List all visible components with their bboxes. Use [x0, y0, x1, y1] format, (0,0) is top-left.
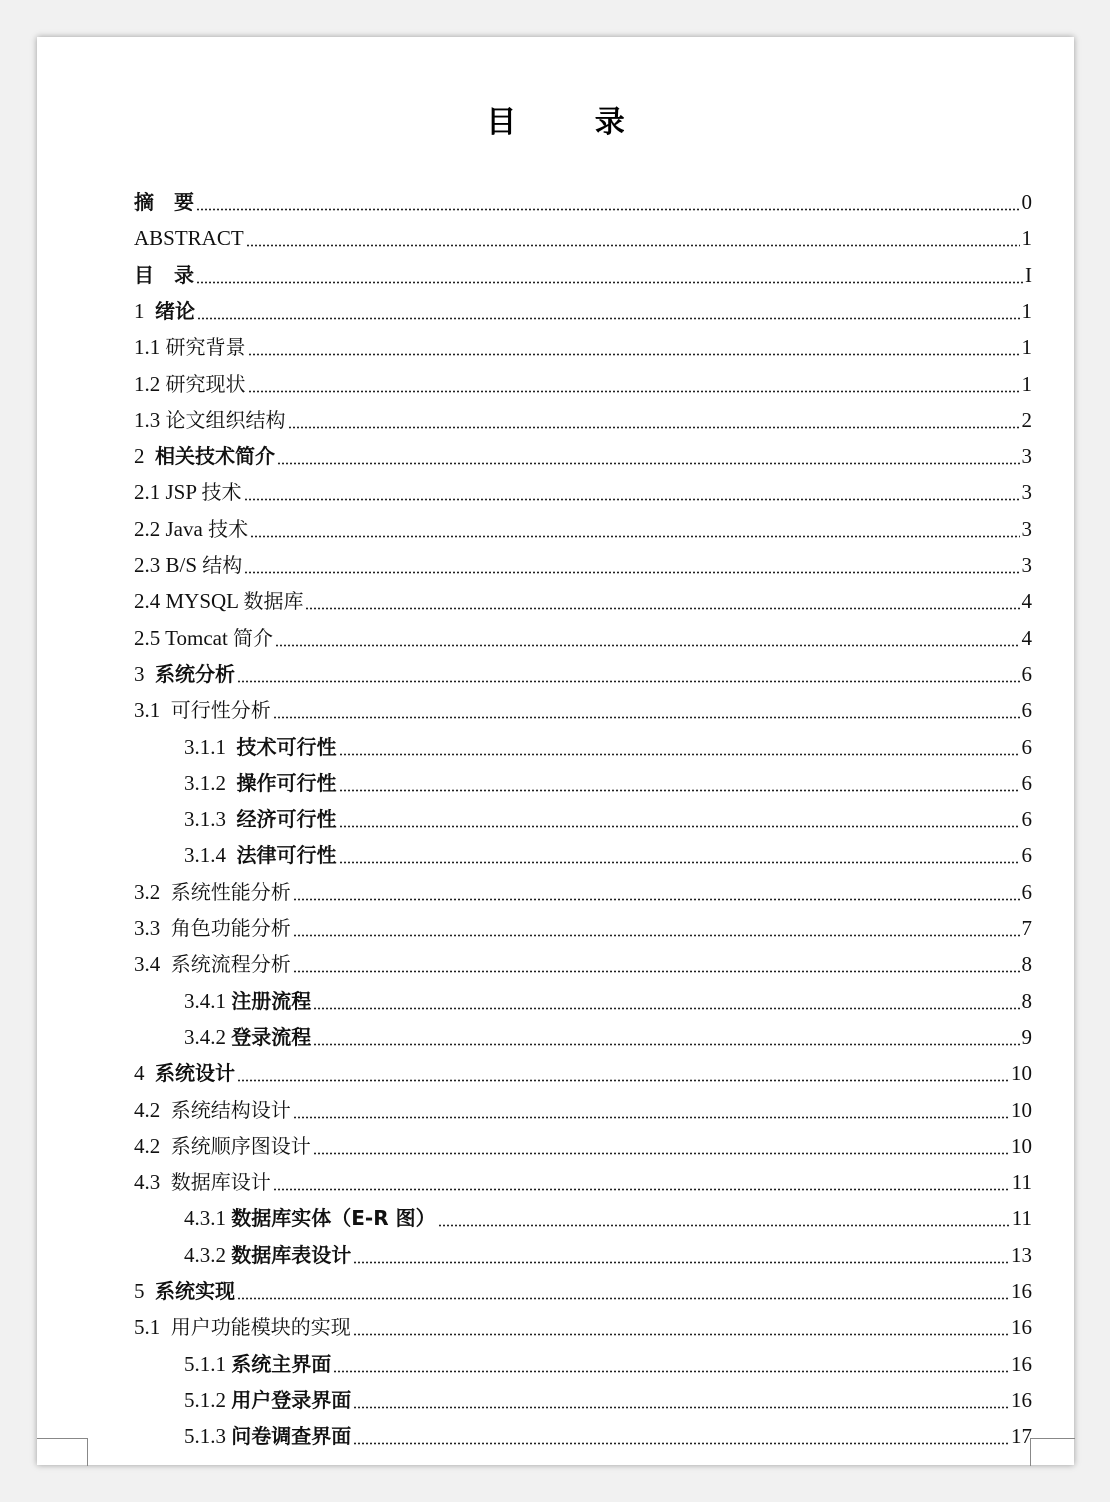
toc-dot-leader — [305, 588, 1019, 610]
toc-dot-leader — [196, 262, 1023, 284]
toc-entry-label — [184, 1205, 436, 1231]
toc-entry[interactable] — [134, 1056, 1032, 1086]
toc-dot-leader — [237, 661, 1020, 683]
toc-dot-leader — [273, 1169, 1010, 1191]
toc-entry[interactable] — [134, 294, 1032, 324]
toc-entry[interactable] — [134, 1129, 1032, 1159]
toc-entry-label — [184, 806, 337, 832]
toc-entry-text: 研究背景 — [165, 335, 246, 360]
toc-entry-text: 摘 要 — [134, 190, 194, 214]
toc-entry[interactable] — [134, 185, 1032, 215]
toc-entry-label — [134, 262, 194, 288]
toc-entry-label — [184, 1387, 351, 1413]
toc-dot-leader — [237, 1278, 1009, 1300]
toc-entry-label — [134, 588, 303, 614]
toc-entry-label — [184, 770, 337, 796]
toc-page-number: 3 — [1021, 516, 1032, 541]
toc-entry[interactable] — [134, 947, 1032, 977]
toc-entry-text: 数据库实体（E-R 图） — [231, 1206, 436, 1231]
toc-entry-text: 系统顺序图设计 — [170, 1133, 311, 1158]
toc-entry-number: 3.4 — [134, 952, 171, 977]
toc-entry-number: 1.1 — [134, 335, 166, 360]
toc-entry-text: 经济可行性 — [236, 807, 337, 832]
toc-entry-text: 登录流程 — [231, 1024, 312, 1049]
toc-entry-number: 1.3 — [134, 407, 166, 432]
toc-entry-number: 4.3.2 — [184, 1242, 232, 1267]
toc-page-number: 16 — [1011, 1387, 1032, 1412]
toc-entry-number: 2.2 Java — [134, 516, 209, 541]
toc-entry-text: 数据库 — [243, 589, 304, 614]
toc-page-number: 11 — [1011, 1206, 1032, 1231]
toc-page-number: 16 — [1011, 1315, 1032, 1340]
toc-entry-text: 系统性能分析 — [170, 879, 291, 904]
toc-entry-number: 2.1 JSP — [134, 480, 202, 505]
toc-entry-number: 3.1.1 — [184, 734, 237, 759]
toc-entry-number: 5 — [134, 1279, 155, 1303]
toc-page-number: 4 — [1021, 625, 1032, 650]
toc-dot-leader — [313, 1133, 1009, 1155]
toc-entry[interactable] — [184, 802, 1032, 832]
toc-entry-label — [184, 1242, 351, 1268]
toc-page-number: 0 — [1021, 190, 1032, 214]
toc-page-number: 3 — [1021, 480, 1032, 505]
toc-entry-label — [134, 1133, 311, 1159]
toc-page-number: 1 — [1021, 226, 1032, 251]
toc-entry-text: 绪论 — [155, 298, 195, 323]
toc-page-number: 16 — [1011, 1351, 1032, 1376]
toc-entry[interactable] — [134, 584, 1032, 614]
toc-page-number: 1 — [1021, 371, 1032, 396]
toc-entry-number: 5.1 — [134, 1315, 171, 1340]
toc-entry-number: 1.2 — [134, 371, 166, 396]
toc-entry[interactable] — [134, 475, 1032, 505]
toc-entry-number: 5.1.2 — [184, 1387, 232, 1412]
toc-entry-label — [134, 879, 291, 905]
toc-entry[interactable] — [184, 1347, 1032, 1377]
toc-entry-number: 3.4.1 — [184, 988, 232, 1013]
toc-dot-leader — [246, 225, 1020, 247]
toc-entry-number: 4.2 — [134, 1133, 171, 1158]
toc-entry[interactable] — [134, 367, 1032, 397]
toc-dot-leader — [293, 915, 1020, 937]
toc-entry[interactable] — [134, 693, 1032, 723]
toc-page-number: 6 — [1021, 807, 1032, 832]
toc-dot-leader — [353, 1314, 1009, 1336]
toc-entry-text: 结构 — [202, 553, 243, 577]
toc-dot-leader — [293, 879, 1020, 901]
toc-entry[interactable] — [184, 1383, 1032, 1413]
toc-page-number: 6 — [1021, 770, 1032, 795]
toc-entry-number: 3.1 — [134, 698, 171, 723]
toc-dot-leader — [339, 806, 1020, 828]
toc-entry[interactable] — [134, 403, 1032, 433]
toc-page-number: 10 — [1011, 1061, 1032, 1086]
toc-entry-label — [134, 915, 291, 941]
toc-entry-label — [134, 479, 242, 505]
crop-mark-bottom-left — [37, 1438, 88, 1466]
toc-dot-leader — [313, 988, 1019, 1010]
toc-entry-label — [184, 988, 311, 1014]
toc-page-number: 17 — [1011, 1424, 1032, 1449]
toc-entry-label — [184, 1423, 351, 1449]
toc-page-number: 16 — [1011, 1279, 1032, 1303]
toc-entry-number: 1 — [134, 298, 155, 323]
toc-entry-text: 系统主界面 — [231, 1351, 332, 1376]
toc-entry-number: 3.2 — [134, 879, 171, 904]
toc-entry-text: 法律可行性 — [236, 843, 337, 868]
toc-entry-number: 5.1.1 — [184, 1351, 232, 1376]
toc-dot-leader — [339, 842, 1020, 864]
toc-entry-text: 技术 — [201, 480, 242, 505]
toc-page-number: 11 — [1011, 1170, 1032, 1195]
toc-dot-leader — [277, 443, 1020, 465]
toc-dot-leader — [248, 371, 1020, 393]
toc-entry[interactable] — [134, 1165, 1032, 1195]
toc-dot-leader — [333, 1351, 1009, 1373]
toc-entry[interactable] — [184, 730, 1032, 760]
toc-page-number: 6 — [1021, 734, 1032, 759]
toc-entry-text: 注册流程 — [231, 988, 312, 1013]
toc-entry-number: 4.3 — [134, 1170, 171, 1195]
toc-entry-text: 目 录 — [134, 262, 194, 287]
toc-entry[interactable] — [184, 1201, 1032, 1231]
toc-entry-number: ABSTRACT — [134, 226, 244, 251]
toc-dot-leader — [353, 1242, 1009, 1264]
toc-entry[interactable] — [134, 439, 1032, 469]
toc-page-number: 3 — [1021, 553, 1032, 577]
toc-entry[interactable] — [134, 221, 1032, 251]
toc-page-number: 13 — [1011, 1242, 1032, 1267]
toc-dot-leader — [244, 552, 1019, 574]
toc-entry-text: 研究现状 — [165, 371, 246, 396]
toc-entry-number: 3.4.2 — [184, 1024, 232, 1049]
toc-entry-number: 4.2 — [134, 1097, 171, 1122]
toc-entry-label — [134, 371, 246, 397]
toc-entry-label — [134, 443, 275, 469]
toc-dot-leader — [293, 1097, 1009, 1119]
toc-entry-text: 技术可行性 — [236, 734, 337, 759]
toc-entry-number: 3.1.4 — [184, 843, 237, 868]
toc-entry-text: 用户功能模块的实现 — [170, 1315, 351, 1340]
toc-entry-label — [134, 1097, 291, 1123]
toc-dot-leader — [339, 734, 1020, 756]
toc-entry[interactable] — [184, 984, 1032, 1014]
toc-entry[interactable] — [134, 258, 1032, 288]
toc-dot-leader — [353, 1387, 1009, 1409]
toc-entry-text: 用户登录界面 — [231, 1387, 352, 1412]
toc-entry-label — [134, 951, 291, 977]
toc-entry-label — [134, 1169, 271, 1195]
toc-dot-leader — [273, 697, 1020, 719]
toc-page-number: 7 — [1021, 916, 1032, 940]
toc-entry-number: 3 — [134, 661, 155, 686]
toc-page-number: 9 — [1021, 1024, 1032, 1049]
toc-dot-leader — [244, 479, 1020, 501]
toc-page-number: 4 — [1021, 589, 1032, 614]
toc-dot-leader — [196, 189, 1020, 211]
toc-entry-text: 问卷调查界面 — [231, 1424, 352, 1449]
crop-mark-bottom-right — [1030, 1438, 1081, 1466]
toc-entry-label — [184, 1024, 311, 1050]
toc-entry-number: 2.3 B/S — [134, 553, 203, 577]
toc-entry[interactable] — [134, 875, 1032, 905]
toc-entry-label — [134, 625, 273, 651]
toc-dot-leader — [339, 770, 1020, 792]
toc-entry[interactable] — [134, 657, 1032, 687]
toc-entry-text: 角色功能分析 — [170, 916, 291, 940]
toc-dot-leader — [293, 951, 1020, 973]
toc-entry-number: 4.3.1 — [184, 1206, 232, 1231]
toc-entry-label — [134, 407, 286, 433]
toc-entry-text: 论文组织结构 — [165, 407, 286, 432]
toc-entry-label — [184, 734, 337, 760]
toc-entry[interactable] — [134, 512, 1032, 542]
toc-entry-label — [134, 298, 195, 324]
toc-entry-number: 2.5 Tomcat — [134, 625, 234, 650]
toc-entry-label — [134, 516, 248, 542]
toc-entry[interactable] — [134, 621, 1032, 651]
toc-page-number: 6 — [1021, 843, 1032, 868]
toc-entry-label — [134, 552, 242, 578]
page-title: 目 录 — [486, 105, 659, 140]
toc-entry-text: 系统实现 — [155, 1279, 235, 1303]
toc-entry-label — [134, 661, 235, 687]
toc-page-number: 8 — [1021, 952, 1032, 977]
toc-dot-leader — [275, 625, 1019, 647]
toc-entry[interactable] — [184, 1238, 1032, 1268]
toc-entry-text: 系统分析 — [155, 661, 235, 686]
toc-entry-text: 操作可行性 — [236, 770, 337, 795]
toc-entry[interactable] — [184, 1020, 1032, 1050]
toc-entry-label — [134, 1060, 235, 1086]
toc-entry[interactable] — [134, 1093, 1032, 1123]
toc-entry-text: 系统流程分析 — [170, 952, 291, 977]
toc-page-number: 6 — [1021, 698, 1032, 723]
toc-entry-label — [134, 189, 194, 215]
toc-entry-text: 数据库设计 — [170, 1170, 271, 1195]
toc-entry-text: 技术 — [208, 516, 249, 541]
toc-page-number: 6 — [1021, 661, 1032, 686]
toc-entry-number: 2 — [134, 444, 155, 469]
toc-entry-text: 数据库表设计 — [231, 1242, 352, 1267]
toc-page-number: 1 — [1021, 298, 1032, 323]
toc-dot-leader — [438, 1205, 1010, 1227]
toc-entry-number: 4 — [134, 1061, 155, 1086]
toc-entry[interactable] — [134, 1310, 1032, 1340]
toc-entry-label — [134, 1278, 235, 1304]
toc-dot-leader — [353, 1423, 1009, 1445]
toc-entry-label — [184, 1351, 331, 1377]
toc-page-number: 2 — [1021, 407, 1032, 432]
toc-entry[interactable] — [134, 911, 1032, 941]
toc-dot-leader — [288, 407, 1020, 429]
toc-entry-label — [134, 1314, 351, 1340]
toc-page-number: 10 — [1011, 1133, 1032, 1158]
toc-entry-number: 5.1.3 — [184, 1424, 232, 1449]
toc-page-number: 1 — [1021, 335, 1032, 360]
toc-entry[interactable] — [184, 1419, 1032, 1449]
toc-dot-leader — [248, 334, 1020, 356]
toc-entry-text: 系统结构设计 — [170, 1097, 291, 1122]
toc-entry[interactable] — [184, 766, 1032, 796]
toc-entry-text: 简介 — [233, 625, 274, 650]
document-page — [37, 37, 1074, 1465]
toc-entry[interactable] — [134, 330, 1032, 360]
toc-entry-label — [134, 334, 246, 360]
toc-dot-leader — [197, 298, 1020, 320]
toc-entry[interactable] — [184, 838, 1032, 868]
toc-page-number: 3 — [1021, 444, 1032, 469]
toc-dot-leader — [250, 516, 1019, 538]
toc-dot-leader — [313, 1024, 1019, 1046]
toc-entry-label — [134, 697, 271, 723]
toc-entry-label — [184, 842, 337, 868]
toc-page-number: 8 — [1021, 988, 1032, 1013]
toc-entry[interactable] — [134, 1274, 1032, 1304]
toc-entry-number: 3.1.2 — [184, 770, 237, 795]
toc-dot-leader — [237, 1060, 1009, 1082]
toc-page-number: I — [1025, 262, 1032, 287]
toc-entry-number: 3.1.3 — [184, 807, 237, 832]
toc-entry-text: 可行性分析 — [170, 698, 271, 723]
toc-entry[interactable] — [134, 548, 1032, 578]
toc-entry-text: 相关技术简介 — [155, 444, 275, 469]
toc-entry-text: 系统设计 — [155, 1061, 235, 1086]
toc-entry-number: 2.4 MYSQL — [134, 589, 244, 614]
toc-entry-number: 3.3 — [134, 916, 171, 940]
toc-entry-label — [134, 225, 244, 251]
toc-page-number: 10 — [1011, 1097, 1032, 1122]
toc-page-number: 6 — [1021, 879, 1032, 904]
